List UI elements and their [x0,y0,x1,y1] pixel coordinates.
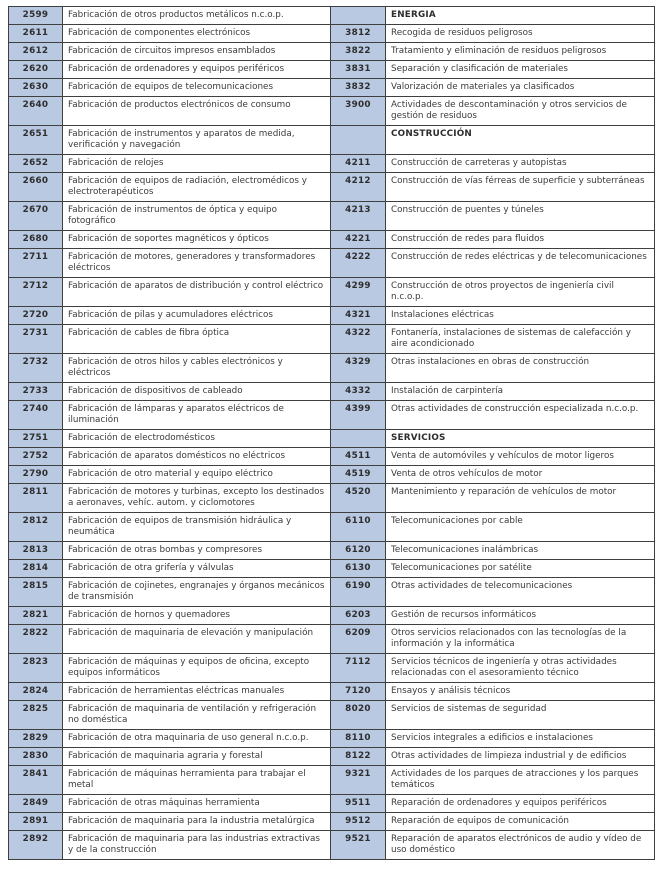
table-row [9,513,655,542]
right-code-cell: 6130 [331,560,386,578]
left-code-cell: 2815 [9,578,63,607]
right-code-cell: 4329 [331,354,386,383]
left-code-cell: 2612 [9,43,63,61]
right-description-cell: Construcción de redes eléctricas y de telecomunicaciones [386,249,655,278]
left-description-cell: Fabricación de circuitos impresos ensamblados [63,43,331,61]
table-row [9,625,655,654]
left-code-cell: 2660 [9,173,63,202]
right-code-cell: 3832 [331,79,386,97]
table-row [9,542,655,560]
right-description-cell: Construcción de puentes y túneles [386,202,655,231]
section-header-cell: CONSTRUCCIÓN [386,126,655,155]
right-description-cell: Tratamiento y eliminación de residuos peligrosos [386,43,655,61]
right-code-cell: 6203 [331,607,386,625]
left-description-cell: Fabricación de instrumentos y aparatos de medida, verificación y navegación [63,126,331,155]
left-description-cell: Fabricación de lámparas y aparatos eléctricos de iluminación [63,401,331,430]
left-description-cell: Fabricación de maquinaria para las industrias extractivas y de la construcción [63,831,331,860]
right-description-cell: Otros servicios relacionados con las tecnologías de la información y la informática [386,625,655,654]
table-row [9,795,655,813]
right-description-cell: Gestión de recursos informáticos [386,607,655,625]
table-row [9,7,655,25]
right-code-cell [331,7,386,25]
right-description-cell: Servicios integrales a edificios e instalaciones [386,730,655,748]
left-description-cell: Fabricación de motores y turbinas, excepto los destinados a aeronaves, vehíc. autom. y ciclomotores [63,484,331,513]
left-description-cell: Fabricación de otra maquinaria de uso general n.c.o.p. [63,730,331,748]
left-description-cell: Fabricación de herramientas eléctricas manuales [63,683,331,701]
left-description-cell: Fabricación de equipos de telecomunicaciones [63,79,331,97]
right-description-cell: Valorización de materiales ya clasificados [386,79,655,97]
table-row [9,43,655,61]
left-code-cell: 2814 [9,560,63,578]
table-row [9,484,655,513]
table-row [9,466,655,484]
right-description-cell: Servicios técnicos de ingeniería y otras actividades relacionadas con el asesoramiento técnico [386,654,655,683]
right-description-cell: Venta de automóviles y vehículos de motor ligeros [386,448,655,466]
right-code-cell: 6190 [331,578,386,607]
left-code-cell: 2731 [9,325,63,354]
table-row [9,231,655,249]
left-code-cell: 2823 [9,654,63,683]
right-description-cell: Telecomunicaciones inalámbricas [386,542,655,560]
left-description-cell: Fabricación de maquinaria de ventilación y refrigeración no doméstica [63,701,331,730]
left-description-cell: Fabricación de equipos de transmisión hidráulica y neumática [63,513,331,542]
left-code-cell: 2651 [9,126,63,155]
table-row [9,683,655,701]
left-description-cell: Fabricación de maquinaria para la industria metalúrgica [63,813,331,831]
right-code-cell: 4519 [331,466,386,484]
right-code-cell: 9512 [331,813,386,831]
right-description-cell: Reparación de equipos de comunicación [386,813,655,831]
right-description-cell: Actividades de los parques de atracciones y los parques temáticos [386,766,655,795]
right-description-cell: Telecomunicaciones por cable [386,513,655,542]
right-description-cell: Otras actividades de telecomunicaciones [386,578,655,607]
right-code-cell: 8110 [331,730,386,748]
right-description-cell: Ensayos y análisis técnicos [386,683,655,701]
left-description-cell: Fabricación de equipos de radiación, electromédicos y electroterapéuticos [63,173,331,202]
left-description-cell: Fabricación de cojinetes, engranajes y órganos mecánicos de transmisión [63,578,331,607]
right-code-cell: 9321 [331,766,386,795]
left-description-cell: Fabricación de motores, generadores y transformadores eléctricos [63,249,331,278]
left-description-cell: Fabricación de otros productos metálicos n.c.o.p. [63,7,331,25]
left-description-cell: Fabricación de hornos y quemadores [63,607,331,625]
right-description-cell: Construcción de vías férreas de superficie y subterráneas [386,173,655,202]
table-row [9,654,655,683]
left-description-cell: Fabricación de otra grifería y válvulas [63,560,331,578]
left-code-cell: 2611 [9,25,63,43]
left-description-cell: Fabricación de productos electrónicos de consumo [63,97,331,126]
table-row [9,730,655,748]
right-description-cell: Construcción de redes para fluidos [386,231,655,249]
left-code-cell: 2733 [9,383,63,401]
table-row [9,97,655,126]
section-header-cell: SERVICIOS [386,430,655,448]
right-code-cell: 4222 [331,249,386,278]
table-row [9,383,655,401]
left-code-cell: 2652 [9,155,63,173]
table-row [9,325,655,354]
left-description-cell: Fabricación de aparatos de distribución y control eléctrico [63,278,331,307]
left-description-cell: Fabricación de soportes magnéticos y ópticos [63,231,331,249]
left-description-cell: Fabricación de aparatos domésticos no eléctricos [63,448,331,466]
right-description-cell: Servicios de sistemas de seguridad [386,701,655,730]
right-code-cell: 4322 [331,325,386,354]
left-description-cell: Fabricación de instrumentos de óptica y equipo fotográfico [63,202,331,231]
right-description-cell: Separación y clasificación de materiales [386,61,655,79]
right-description-cell: Recogida de residuos peligrosos [386,25,655,43]
left-code-cell: 2630 [9,79,63,97]
right-code-cell: 3812 [331,25,386,43]
left-code-cell: 2640 [9,97,63,126]
left-code-cell: 2732 [9,354,63,383]
left-description-cell: Fabricación de ordenadores y equipos periféricos [63,61,331,79]
right-description-cell: Fontanería, instalaciones de sistemas de calefacción y aire acondicionado [386,325,655,354]
right-code-cell: 3822 [331,43,386,61]
table-row [9,79,655,97]
left-description-cell: Fabricación de dispositivos de cableado [63,383,331,401]
table-row [9,831,655,860]
table-row [9,61,655,79]
left-code-cell: 2711 [9,249,63,278]
left-description-cell: Fabricación de maquinaria de elevación y manipulación [63,625,331,654]
right-description-cell: Actividades de descontaminación y otros servicios de gestión de residuos [386,97,655,126]
table-row [9,430,655,448]
left-description-cell: Fabricación de pilas y acumuladores eléctricos [63,307,331,325]
right-code-cell: 7112 [331,654,386,683]
left-code-cell: 2599 [9,7,63,25]
right-code-cell: 4399 [331,401,386,430]
right-code-cell: 4221 [331,231,386,249]
table-row [9,307,655,325]
right-description-cell: Reparación de aparatos electrónicos de audio y vídeo de uso doméstico [386,831,655,860]
right-description-cell: Venta de otros vehículos de motor [386,466,655,484]
table-row [9,701,655,730]
right-description-cell: Reparación de ordenadores y equipos periféricos [386,795,655,813]
table-row [9,766,655,795]
table-row [9,202,655,231]
right-code-cell: 4511 [331,448,386,466]
right-code-cell: 6209 [331,625,386,654]
left-description-cell: Fabricación de maquinaria agraria y forestal [63,748,331,766]
left-code-cell: 2712 [9,278,63,307]
cnae-table-body [9,7,655,860]
table-row [9,578,655,607]
table-row [9,25,655,43]
table-row [9,560,655,578]
right-code-cell: 4213 [331,202,386,231]
right-description-cell: Mantenimiento y reparación de vehículos de motor [386,484,655,513]
cnae-codes-table [8,6,655,860]
right-code-cell: 6120 [331,542,386,560]
right-code-cell: 4321 [331,307,386,325]
left-code-cell: 2680 [9,231,63,249]
left-code-cell: 2849 [9,795,63,813]
left-description-cell: Fabricación de componentes electrónicos [63,25,331,43]
table-row [9,448,655,466]
right-code-cell: 9521 [331,831,386,860]
left-description-cell: Fabricación de relojes [63,155,331,173]
right-description-cell: Otras actividades de limpieza industrial y de edificios [386,748,655,766]
left-description-cell: Fabricación de otras bombas y compresores [63,542,331,560]
table-row [9,249,655,278]
right-code-cell: 7120 [331,683,386,701]
table-row [9,126,655,155]
left-code-cell: 2824 [9,683,63,701]
right-code-cell: 4299 [331,278,386,307]
right-code-cell: 4332 [331,383,386,401]
right-code-cell [331,126,386,155]
right-description-cell: Construcción de otros proyectos de ingeniería civil n.c.o.p. [386,278,655,307]
table-row [9,173,655,202]
left-description-cell: Fabricación de máquinas herramienta para trabajar el metal [63,766,331,795]
left-code-cell: 2822 [9,625,63,654]
right-code-cell: 8020 [331,701,386,730]
table-row [9,607,655,625]
right-code-cell [331,430,386,448]
left-code-cell: 2821 [9,607,63,625]
table-row [9,813,655,831]
left-code-cell: 2811 [9,484,63,513]
right-code-cell: 6110 [331,513,386,542]
right-code-cell: 4520 [331,484,386,513]
right-description-cell: Instalaciones eléctricas [386,307,655,325]
right-code-cell: 3831 [331,61,386,79]
table-row [9,354,655,383]
right-code-cell: 9511 [331,795,386,813]
table-row [9,401,655,430]
right-description-cell: Telecomunicaciones por satélite [386,560,655,578]
left-code-cell: 2670 [9,202,63,231]
left-description-cell: Fabricación de otros hilos y cables electrónicos y eléctricos [63,354,331,383]
right-description-cell: Instalación de carpintería [386,383,655,401]
right-code-cell: 4211 [331,155,386,173]
left-code-cell: 2829 [9,730,63,748]
left-code-cell: 2841 [9,766,63,795]
right-description-cell: Otras instalaciones en obras de construcción [386,354,655,383]
right-code-cell: 4212 [331,173,386,202]
left-code-cell: 2740 [9,401,63,430]
left-description-cell: Fabricación de otro material y equipo eléctrico [63,466,331,484]
table-row [9,155,655,173]
left-code-cell: 2813 [9,542,63,560]
left-code-cell: 2790 [9,466,63,484]
left-code-cell: 2892 [9,831,63,860]
left-code-cell: 2812 [9,513,63,542]
right-description-cell: Otras actividades de construcción especializada n.c.o.p. [386,401,655,430]
table-row [9,748,655,766]
left-description-cell: Fabricación de cables de fibra óptica [63,325,331,354]
left-code-cell: 2720 [9,307,63,325]
left-code-cell: 2830 [9,748,63,766]
right-code-cell: 3900 [331,97,386,126]
left-description-cell: Fabricación de electrodomésticos [63,430,331,448]
left-code-cell: 2825 [9,701,63,730]
left-code-cell: 2620 [9,61,63,79]
right-description-cell: Construcción de carreteras y autopistas [386,155,655,173]
left-code-cell: 2752 [9,448,63,466]
left-code-cell: 2891 [9,813,63,831]
left-description-cell: Fabricación de máquinas y equipos de oficina, excepto equipos informáticos [63,654,331,683]
table-row [9,278,655,307]
left-description-cell: Fabricación de otras máquinas herramienta [63,795,331,813]
left-code-cell: 2751 [9,430,63,448]
section-header-cell: ENERGIA [386,7,655,25]
right-code-cell: 8122 [331,748,386,766]
